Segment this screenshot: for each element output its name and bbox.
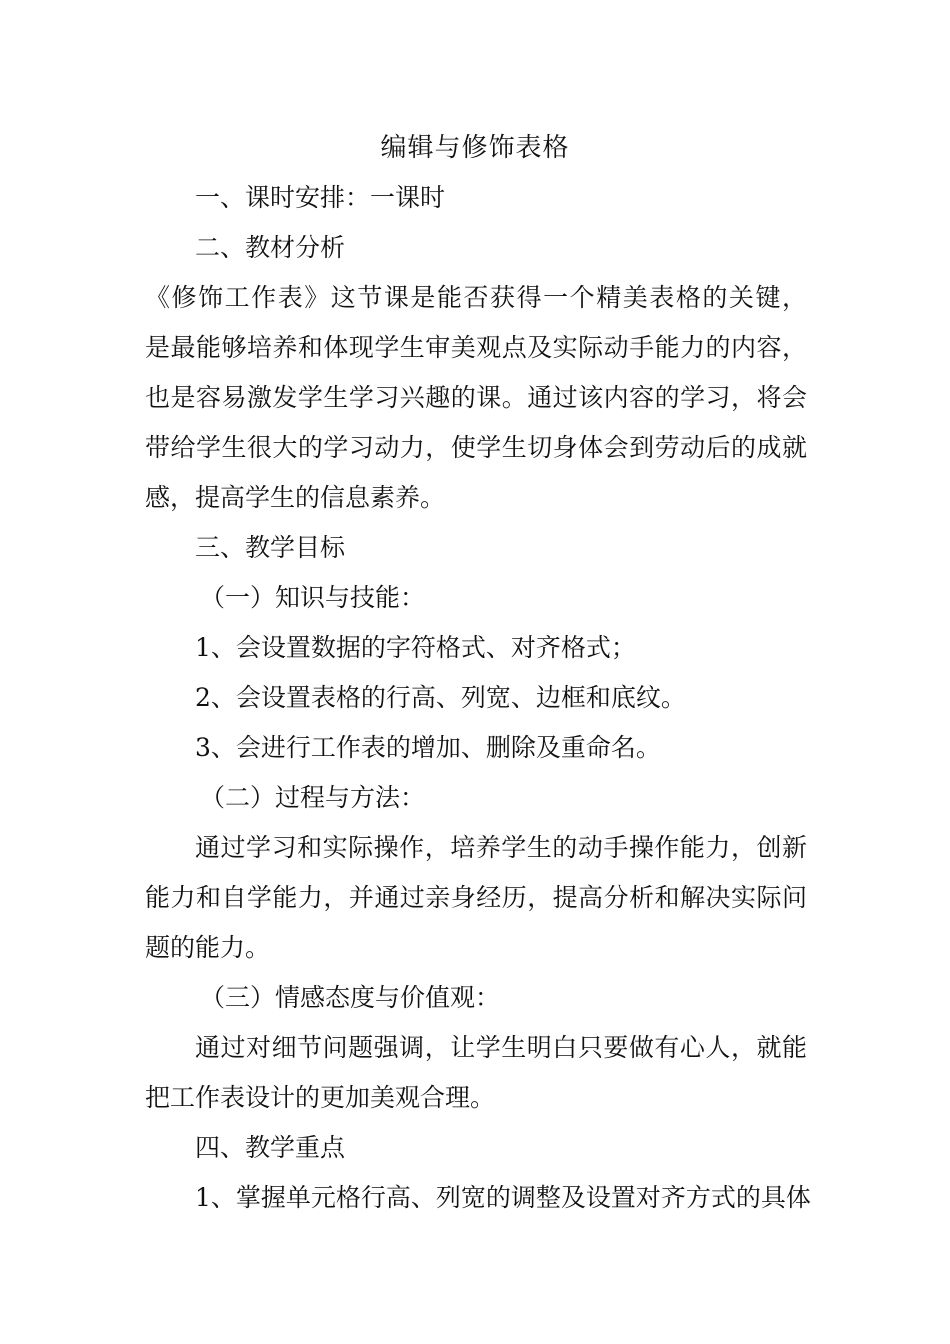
list-item: 1、会设置数据的字符格式、对齐格式； (195, 633, 636, 662)
paragraph-line: 也是容易激发学生学习兴趣的课。通过该内容的学习，将会 (145, 383, 807, 412)
paragraph-line: 带给学生很大的学习动力，使学生切身体会到劳动后的成就 (145, 433, 807, 462)
list-item: 1、掌握单元格行高、列宽的调整及设置对齐方式的具体 (195, 1183, 811, 1212)
document-title: 编辑与修饰表格 (380, 133, 570, 163)
paragraph-line: 通过学习和实际操作，培养学生的动手操作能力，创新 (195, 833, 807, 862)
paragraph-line: 《修饰工作表》这节课是能否获得一个精美表格的关键， (145, 283, 807, 312)
paragraph-line: 题的能力。 (145, 933, 271, 962)
paragraph-line: 把工作表设计的更加美观合理。 (145, 1083, 496, 1112)
subsection-heading-knowledge: （一）知识与技能： (200, 583, 426, 612)
paragraph-line: 通过对细节问题强调，让学生明白只要做有心人，就能 (195, 1033, 807, 1062)
list-item: 3、会进行工作表的增加、删除及重命名。 (195, 733, 661, 762)
section-heading-key-points: 四、教学重点 (195, 1133, 346, 1162)
section-heading-analysis: 二、教材分析 (195, 233, 346, 262)
paragraph-line: 是最能够培养和体现学生审美观点及实际动手能力的内容， (145, 333, 807, 362)
subsection-heading-values: （三）情感态度与价值观： (200, 983, 501, 1012)
section-heading-objectives: 三、教学目标 (195, 533, 346, 562)
list-item: 2、会设置表格的行高、列宽、边框和底纹。 (195, 683, 686, 712)
subsection-heading-process: （二）过程与方法： (200, 783, 426, 812)
section-heading-schedule: 一、课时安排：一课时 (195, 183, 446, 212)
paragraph-line: 能力和自学能力，并通过亲身经历，提高分析和解决实际问 (145, 883, 807, 912)
paragraph-line: 感，提高学生的信息素养。 (145, 483, 446, 512)
